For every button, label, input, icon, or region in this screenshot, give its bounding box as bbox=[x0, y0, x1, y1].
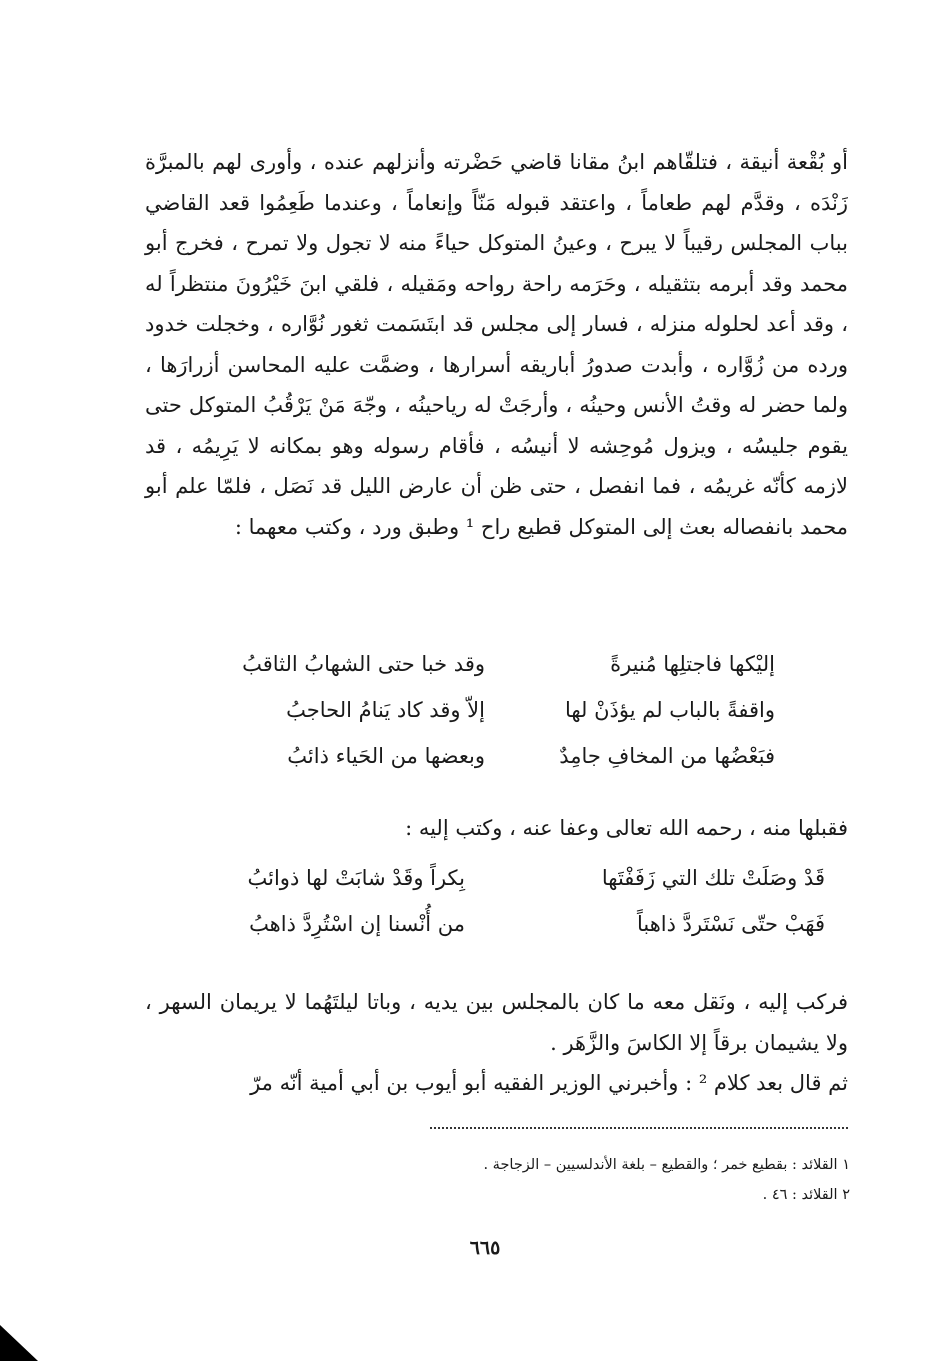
page-number: ٦٦٥ bbox=[469, 1237, 501, 1259]
hemistich-second: من أُنْسنا إن اسْتُرِدَّ ذاهبُ bbox=[249, 912, 465, 936]
hemistich-second: وقد خبا حتى الشهابُ الثاقبُ bbox=[242, 652, 485, 676]
corner-triangle-mark bbox=[0, 1325, 38, 1361]
poem-verse bbox=[230, 698, 775, 744]
hemistich-first: قَدْ وصَلَتْ تلك التي زَفَفْتَها bbox=[601, 866, 825, 890]
hemistich-second: وبعضها من الحَياء ذائبُ bbox=[287, 744, 485, 768]
paragraph-text: فركب إليه ، ونَقل معه ما كان بالمجلس بين يديه ، وباتا ليلتَهُما لا يريمان السهر ، ولا يشيمان برقاً إلا الكاسَ والزَّهَر . bbox=[145, 990, 848, 1055]
paragraph-4 bbox=[145, 1063, 848, 1104]
poem-1 bbox=[230, 652, 775, 790]
footnotes bbox=[330, 1150, 850, 1210]
paragraph-1 bbox=[145, 142, 848, 547]
hemistich-second: إلاّ وقد كاد يَنامُ الحاجبُ bbox=[286, 698, 485, 722]
paragraph-text: أو بُقْعة أنيقة ، فتلقّاهم ابنُ مقانا قاضي حَضْرته وأنزلهم عنده ، وأورى لهم بالمبرَّة زَنْدَه ، وقدَّم لهم طعاماً ، واعتقد قبوله مَنّاً وإنعاماً ، وعندما طَعِمُوا قعد القاضي بباب المجلس رقيباً لا يبرح ، وعينُ المتوكل حياءً منه لا تجول ولا تمرح ، فخرج أبو محمد وقد أبرمه بتثقيله ، وحَرَمه راحة رواحه ومَقيله ، فلقي ابنَ خَيْرُونَ منتظراً له ، وقد أعد لحلوله منزله ، فسار إلى مجلس قد ابتَسَمت ثغور نُوَّاره ، وخجلت خدود ورده من زُوَّاره ، وأبدت صدورُ أباريقه أسرارها ، وضمَّت عليه المحاسن أزرارَها ، ولما حضر له وقتُ الأنس وحينُه ، وأرجَتْ له رياحينُه ، وجّهَ مَنْ يَرْقُبُ المتوكل حتى يقوم جليسُه ، ويزول مُوحِشه لا أنيسُه ، فأقام رسوله وهو بمكانه لا يَرِيمُه ، قد لازمه كأنّه غريمُه ، فما انفصل ، حتى ظن أن عارض الليل قد نَصَل ، فلمّا علم أبو محمد بانفصاله بعث إلى المتوكل قطيع راح ¹ وطبق ورد ، وكتب معهما : bbox=[145, 150, 848, 539]
paragraph-3 bbox=[145, 982, 848, 1063]
poem-2 bbox=[185, 866, 825, 958]
poem-verse bbox=[185, 912, 825, 958]
footnote-1: ١ القلائد : بقطيع خمر ؛ والقطيع – بلغة الأندلسيين – الزجاجة . bbox=[483, 1157, 850, 1173]
poem-verse bbox=[185, 866, 825, 912]
footnote-2: ٢ القلائد : ٤٦ . bbox=[762, 1187, 850, 1203]
hemistich-first: إليْكها فاجتلِها مُنيرةً bbox=[610, 652, 775, 676]
poem-verse bbox=[230, 652, 775, 698]
hemistich-first: فبَعْضُها من المخافِ جامِدٌ bbox=[559, 744, 775, 768]
paragraph-2 bbox=[145, 808, 848, 849]
poem-verse bbox=[230, 744, 775, 790]
paragraph-text: فقبلها منه ، رحمه الله تعالى وعفا عنه ، وكتب إليه : bbox=[405, 816, 848, 840]
paragraph-text: ثم قال بعد كلام ² : وأخبرني الوزير الفقيه أبو أيوب بن أبي أمية أنّه مرّ bbox=[250, 1071, 848, 1095]
footnote-divider bbox=[430, 1127, 848, 1129]
hemistich-first: واقفةً بالباب لم يؤذَنْ لها bbox=[564, 698, 775, 722]
hemistich-first: فَهَبْ حتّى نَسْتَردَّ ذاهباً bbox=[636, 912, 825, 936]
hemistich-second: بِكراً وقَدْ شابَتْ لها ذوائبُ bbox=[247, 866, 465, 890]
